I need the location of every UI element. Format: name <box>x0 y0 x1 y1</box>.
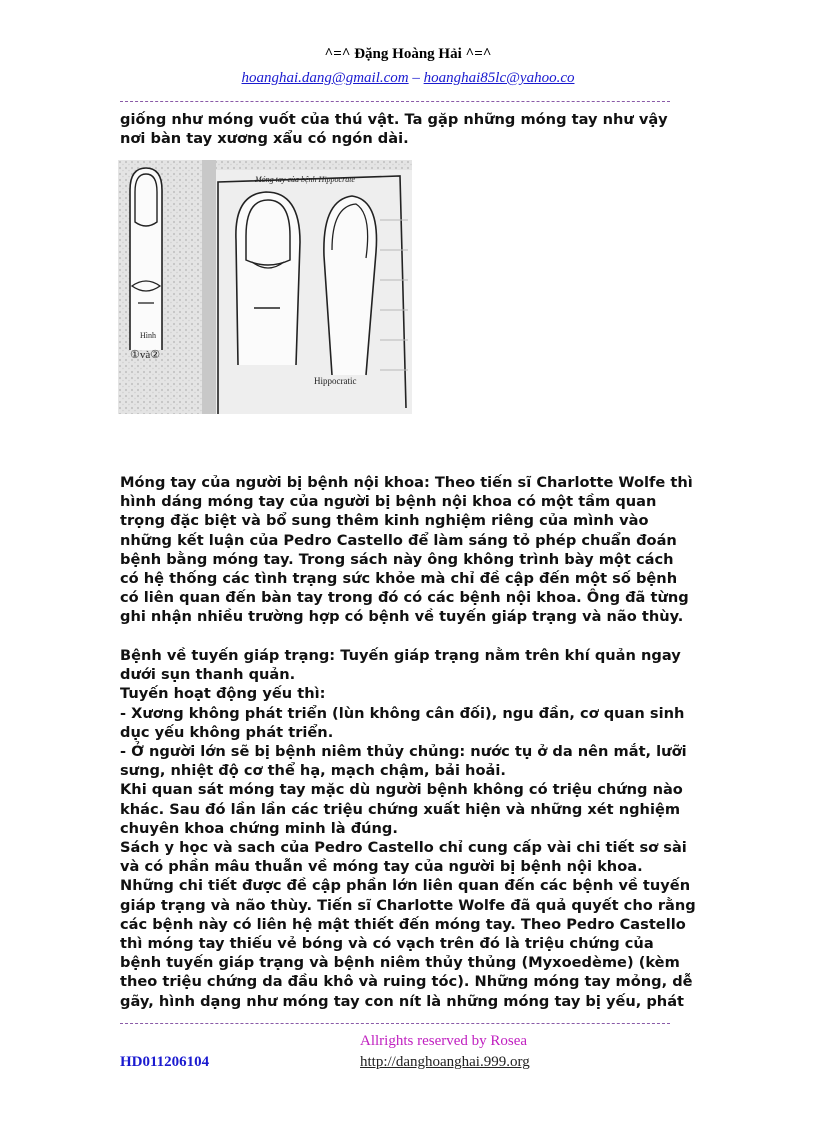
footer-website-link[interactable]: http://danghoanghai.999.org <box>360 1054 530 1070</box>
paragraph-internal-disease: Móng tay của người bị bệnh nội khoa: Theo tiến sĩ Charlotte Wolfe thì hình dáng móng tay của người bị bệnh nội khoa có một tầm quan trọng đặc biệt và bổ sung thêm kinh nghiệm riêng của mình vào những kết luận của Pedro Castello để làm sáng tỏ phép chuẩn đoán bệnh bằng móng tay. Trong sách này ông không trình bày một cách có hệ thống các tình trạng sức khỏe mà chỉ đề cập đến một số bệnh có liên quan đến bàn tay trong đó có các bệnh nội khoa. Ông đã từng ghi nhận nhiều trường hợp có bệnh về tuyến giáp trạng và não thùy. <box>120 474 693 626</box>
figure-caption-bottom: Hippocratic <box>314 376 357 386</box>
header-contact <box>0 70 816 87</box>
intro-text <box>120 110 700 148</box>
email-link-gmail[interactable]: hoanghai.dang@gmail.com <box>241 70 409 86</box>
paragraph-thyroid: Bệnh về tuyến giáp trạng: Tuyến giáp trạng nằm trên khí quản ngay dưới sụn thanh quản. Tuyến hoạt động yếu thì: - Xương không phát triển (lùn không cân đối), ngu đần, cơ quan sinh dục yếu không phát triển. - Ở người lớn sẽ bị bệnh niêm thủy chủng: nước tụ ở da nên mắt, lưỡi sưng, nhiệt độ cơ thể hạ, mạch chậm, bải hoải. Khi quan sát móng tay mặc dù người bệnh không có triệu chứng nào khác. Sau đó lần lần các triệu chứng xuất hiện và những xét nghiệm chuyên khoa chứng minh là đúng. Sách y học và sach của Pedro Castello chỉ cung cấp vài chi tiết sơ sài và có phần mâu thuẫn về móng tay của người bị bệnh nội khoa. Những chi tiết được đề cập phần lớn liên quan đến các bệnh về tuyến giáp trạng và não thùy. Tiến sĩ Charlotte Wolfe đã quả quyết cho rằng các bệnh này có liên hệ mật thiết đến móng tay. Theo Pedro Castello thì móng tay thiếu vẻ bóng và có vạch trên đó là triệu chứng của bệnh tuyến giáp trạng và bệnh niêm thủy thủng (Myxoedème) (kèm theo triệu chứng da đầu khô và ruing tóc). Những móng tay mỏng, dễ gãy, hình dạng như móng tay con nít là những móng tay bị yếu, phát <box>120 647 696 1010</box>
header-divider <box>120 101 670 102</box>
main-text <box>120 473 700 627</box>
main-text-2 <box>120 646 700 1011</box>
email-separator: – <box>408 70 424 86</box>
footer-rights: Allrights reserved by Rosea <box>360 1033 528 1049</box>
email-link-yahoo[interactable]: hoanghai85lc@yahoo.co <box>423 70 575 86</box>
figure-label-number: ①và② <box>130 349 161 361</box>
nail-illustration <box>118 160 412 414</box>
figure-label-hinh: Hình <box>140 331 156 340</box>
footer-doc-id: HD011206104 <box>120 1054 210 1070</box>
footer-divider <box>120 1023 670 1024</box>
page-header-title: ^=^ Đặng Hoàng Hải ^=^ <box>324 46 492 62</box>
intro-paragraph: giống như móng vuốt của thú vật. Ta gặp những móng tay như vậy nơi bàn tay xương xẩu có ngón dài. <box>120 111 668 148</box>
nail-drawing-svg <box>118 160 412 414</box>
figure-caption-top: Móng tay của bệnh Hippocrate <box>255 175 355 184</box>
